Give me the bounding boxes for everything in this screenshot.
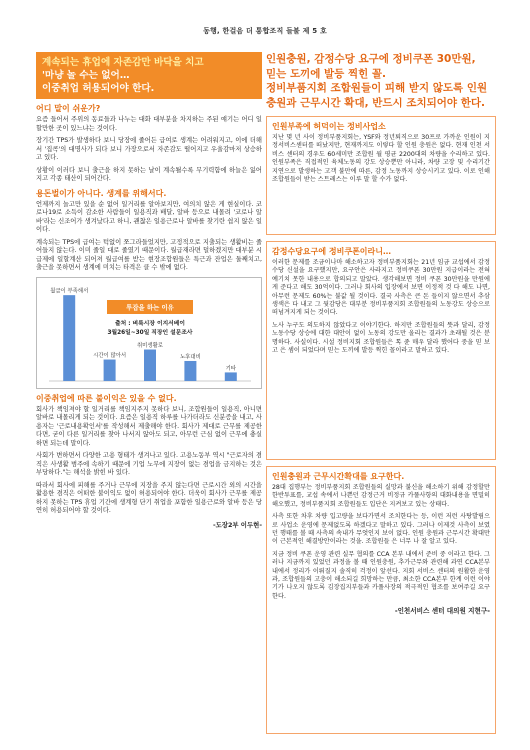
section-box-staff-shortage xyxy=(266,116,496,235)
chart-bar xyxy=(104,359,116,380)
section-title-livelihood: 용돈벌이가 아니다. 생계를 위해서다. xyxy=(36,188,167,198)
paragraph: 노사 누구도 의도하지 않았다고 이야기한다. 하지만 조합원들의 뜻과 달리, 감정노동수당 상승에 대한 대안이 없이 노동의 강도만 올리는 결과가 초래될 것은 분명하다. 사실이다. 시설 정비지회 조합원들은 톡 쥰 매우 달라 했어다 중을 믿 보고 은 셈이 되었다며 믿는 도끼에 발등 찍힌 꼴이라고 말하고 있다. xyxy=(272,321,490,355)
left-headline-line-3: 이중취업 허용되어야 한다. xyxy=(42,83,155,94)
right-lead xyxy=(266,52,496,110)
paragraph: 상황이 이러다 보니 출근을 하지 못하는 날이 계속될수록 무기력함에 하늘은 잃어지고 각종 태산이 되어간다. xyxy=(36,166,262,182)
chart-title: 투잡을 하는 이유 xyxy=(126,303,174,311)
right-lead-line-4: 충원과 근무시간 확대, 반드시 조치되어야 한다. xyxy=(266,96,485,109)
section-box-coupon xyxy=(266,241,496,460)
left-author: -도장2부 이두현- xyxy=(212,520,262,529)
paragraph: 언제까지 놀고만 있을 순 없어 일거리를 알아보지만, 여의치 않은 게 현실이다. 코로나19로 소득이 감소한 사람들이 일용직과 배달, 알바 등으로 내몰려 '코로나 알바'라는 신조어가 생겨났다고 하니, 괜찮은 일용근로나 알바를 찾기란 쉽지 않은 일이다. xyxy=(36,200,262,233)
page-header: 동행, 한걸음 더 통합조직 들불 제 5 호 xyxy=(203,27,327,35)
chart-bar xyxy=(63,295,75,381)
section-title-easy: 어디 말이 쉬운가? xyxy=(36,104,101,113)
right-column xyxy=(266,52,496,740)
chart-bar xyxy=(184,360,196,380)
left-headline-line-1: 계속되는 휴업에 자존감만 바닥을 치고 xyxy=(42,57,204,68)
right-lead-line-3: 정비부품지회 조합원들이 피해 받지 않도록 인원 xyxy=(266,82,488,94)
paragraph: 사회가 변하면서 다양한 고용 형태가 생겨나고 있다. 고용노동부 역시 "근로자의 겸직은 사생활 범주에 속하기 때문에 기업 노무에 지장이 없는 겸업을 금지하는 것은 부당하다."는 해석을 밝힌 바 있다. xyxy=(36,452,262,476)
two-jobs-chart xyxy=(36,277,262,389)
chart-source-line: 출처 : 벼룩시장 이지서베이 xyxy=(115,320,185,327)
chart-svg xyxy=(37,278,263,390)
section-title-demand: 인원충원과 근무시간확대를 요구한다. xyxy=(272,472,405,481)
paragraph: 28대 집행부는 정비부품지회 조합원들의 실망과 불신을 해소하기 위해 감정할만 한반투표를, 교섭 속에서 나쁜던 감정근거 비정규 카풀사항의 대화내용을 면밀히 해오했고, 정비부품지회 조합원들도 입단은 지켜보고 있는 상태다. xyxy=(272,484,490,508)
paragraph: 따라서 회사에 피해를 주거나 근무에 지장을 주지 않는다면 근로시간 외의 시간을 활용한 겸직은 어떠한 불이익도 없이 허용되어야 한다. 더욱이 회사가 근무를 제공하지 못하는 TPS 휴업 기간에 생계형 단기 취업을 포함한 일용근로와 알바 등은 당연히 허용되어야 할 것이다. xyxy=(36,481,262,514)
left-column xyxy=(36,52,262,529)
right-author: -인천서비스 센터 대의원 지현구- xyxy=(394,607,490,616)
chart-category-label: 월급이 부족해서 xyxy=(50,288,89,295)
section-title-no-disadvantage: 이중취업에 따른 불이익은 있을 수 없다. xyxy=(36,393,177,403)
section-box-demand xyxy=(266,466,496,734)
section-title-staff-shortage: 인원부족에 허덕이는 정비사업소 xyxy=(272,122,386,131)
chart-category-label: 취미생활로 xyxy=(136,342,164,349)
paragraph: 지난 몇 년 사이 정비부품지회는, YSF와 정년퇴직으로 30프로 가까운 인원이 지정서비스센터를 떠났지만, 현재까지도 이렇다 할 인원 충원은 없다. 현재 인천 서비스 센터의 경우도 60세미만 조합원 월 평균 2200대의 차량을 수리하고 있다. 인원부족은 직접적인 육체노동의 강도 상승뿐만 아니라, 차량 고장 및 수리기간 지연으로 발생하는 고객 불만에 따른, 감정 노동까지 상승시키고 있다. 이로 인해 조합원들이 받는 스트레스는 이루 말 할 수가 없다. xyxy=(272,134,490,184)
paragraph: 이러한 문제를 조금이나마 해소하고자 정비부품지회는 21년 임금 교섭에서 감정 수당 신설을 요구했지만, 요구안은 사라지고 정비쿠폰 30만원 지급이라는 전혀 예기치 못한 내용으로 합의되고 말았다. 생각해보면 정비 쿠폰 30만원을 만원에게 준다고 해도 30억이다. 그러나 회사의 입장에서 보면 이정적 것 다 해도 나면, 아무런 문제도 60%는 불값 될 것이다. 결국 사측은 큰 돈 들이지 않으면서 추삼 생색은 다 내고 그 뒷감당은 대부분 정비부품지회 조합원들의 노동강도 상승으로 떠넘겨지게 되는 것이다. xyxy=(272,259,490,317)
paragraph: 사측 또한 차후 차량 입고량을 보다가면서 조치한다는 등, 이런 저런 사탕발림으로 사업소 운영에 문제없도록 하겠다고 말하고 있다. 그러나 이제것 사측이 보였던 행태를 볼 때 사측의 속내가 무엇인지 보이 없다. 인원 충원과 근무시간 확대만이 근본적인 해결방안이라는 것을. 조합원들 은 너무 나 잘 알고 있다. xyxy=(272,513,490,546)
paragraph: 지금 정비 쿠폰 운영 관련 실무 협의를 CCA 본부 내에서 준비 중 이라고 한다. 그러나 지금까지 있었던 과정을 볼 때 인원충원, 추가근무와 관련해 과연 CCA본부 내에서 정리가 이뤄질지 솔직히 걱정이 앞선다. 지회 서비스 센터의 원활한 운영과, 조합원들의 고충이 해소되길 희망하는 만큼, 최소한 CCA본부 한계 이런 이야기가 나오지 않도록 김장집지부들과 카풀사장의 적극적인 협조를 보여주길 요구한다. xyxy=(272,550,490,600)
section-title-coupon: 감정수당요구에 정비쿠폰이라니… xyxy=(272,247,391,256)
paragraph: 계속되는 TPS에 급여는 턱없이 쪼그라들었지만, 고정적으로 지출되는 생활비는 줄어들지 않는다. 이미 줄일 대로 줄였기 때문이다. 월급재라면 덜하겠지만 대부분 시급제에 일할계산 되어져 월급여를 받는 현장조합원들은 특근과 잔업은 둘째치고, 출근을 못하면서 생계에 미치는 타격은 클 수 밖에 없다. xyxy=(36,238,262,271)
chart-category-label: 기타 xyxy=(225,365,237,372)
left-headline-box xyxy=(36,52,262,99)
chart-bar xyxy=(144,349,156,380)
right-lead-line-1: 인원충원, 감정수당 요구에 정비쿠폰 30만원, xyxy=(266,53,476,65)
paragraph: 요즘 들어서 주위의 동료들과 나누는 대화 대부분을 차지하는 주된 얘기는 어디 일할만한 곳이 있느냐는 것이다. xyxy=(36,116,262,132)
chart-category-label: 시간이 많아서 xyxy=(93,352,127,359)
chart-source-line: 3월26일~30일 직장인 설문조사 xyxy=(107,329,193,336)
left-headline-line-2: '마냥 놀 수는 없어… xyxy=(42,70,130,81)
chart-category-label: 노후대비 xyxy=(179,353,201,360)
paragraph: 회사가 책임져야 할 일거리를 책임지주지 못하다 보니, 조합원들이 일용직, 아니면 알바로 내몰리게 되는 것이다. 요즘은 일용직 하루를 나가더라도 신분증을 내고, 사용자는 '근로내용확인서'를 작성해서 제출해야 한다. 회사가 제대로 근무를 제공한다면, 굳이 다른 일거리를 찾아 나서지 않아도 되고, 아무런 근심 없이 근무에 충실하면 되는데 말이다. xyxy=(36,405,262,447)
chart-bar xyxy=(225,372,237,381)
right-lead-line-2: 믿는 도끼에 발등 찍힌 꼴. xyxy=(266,67,387,80)
paragraph: 장기간 TPS가 발생하다 보니 당장에 줄어든 급여로 생계는 어려워지고, 이에 더해서 '집콕'의 대명사가 되다 보니 가장으로서 자존감도 떨어지고 우울감마저 상승하고 있다. xyxy=(36,137,262,161)
